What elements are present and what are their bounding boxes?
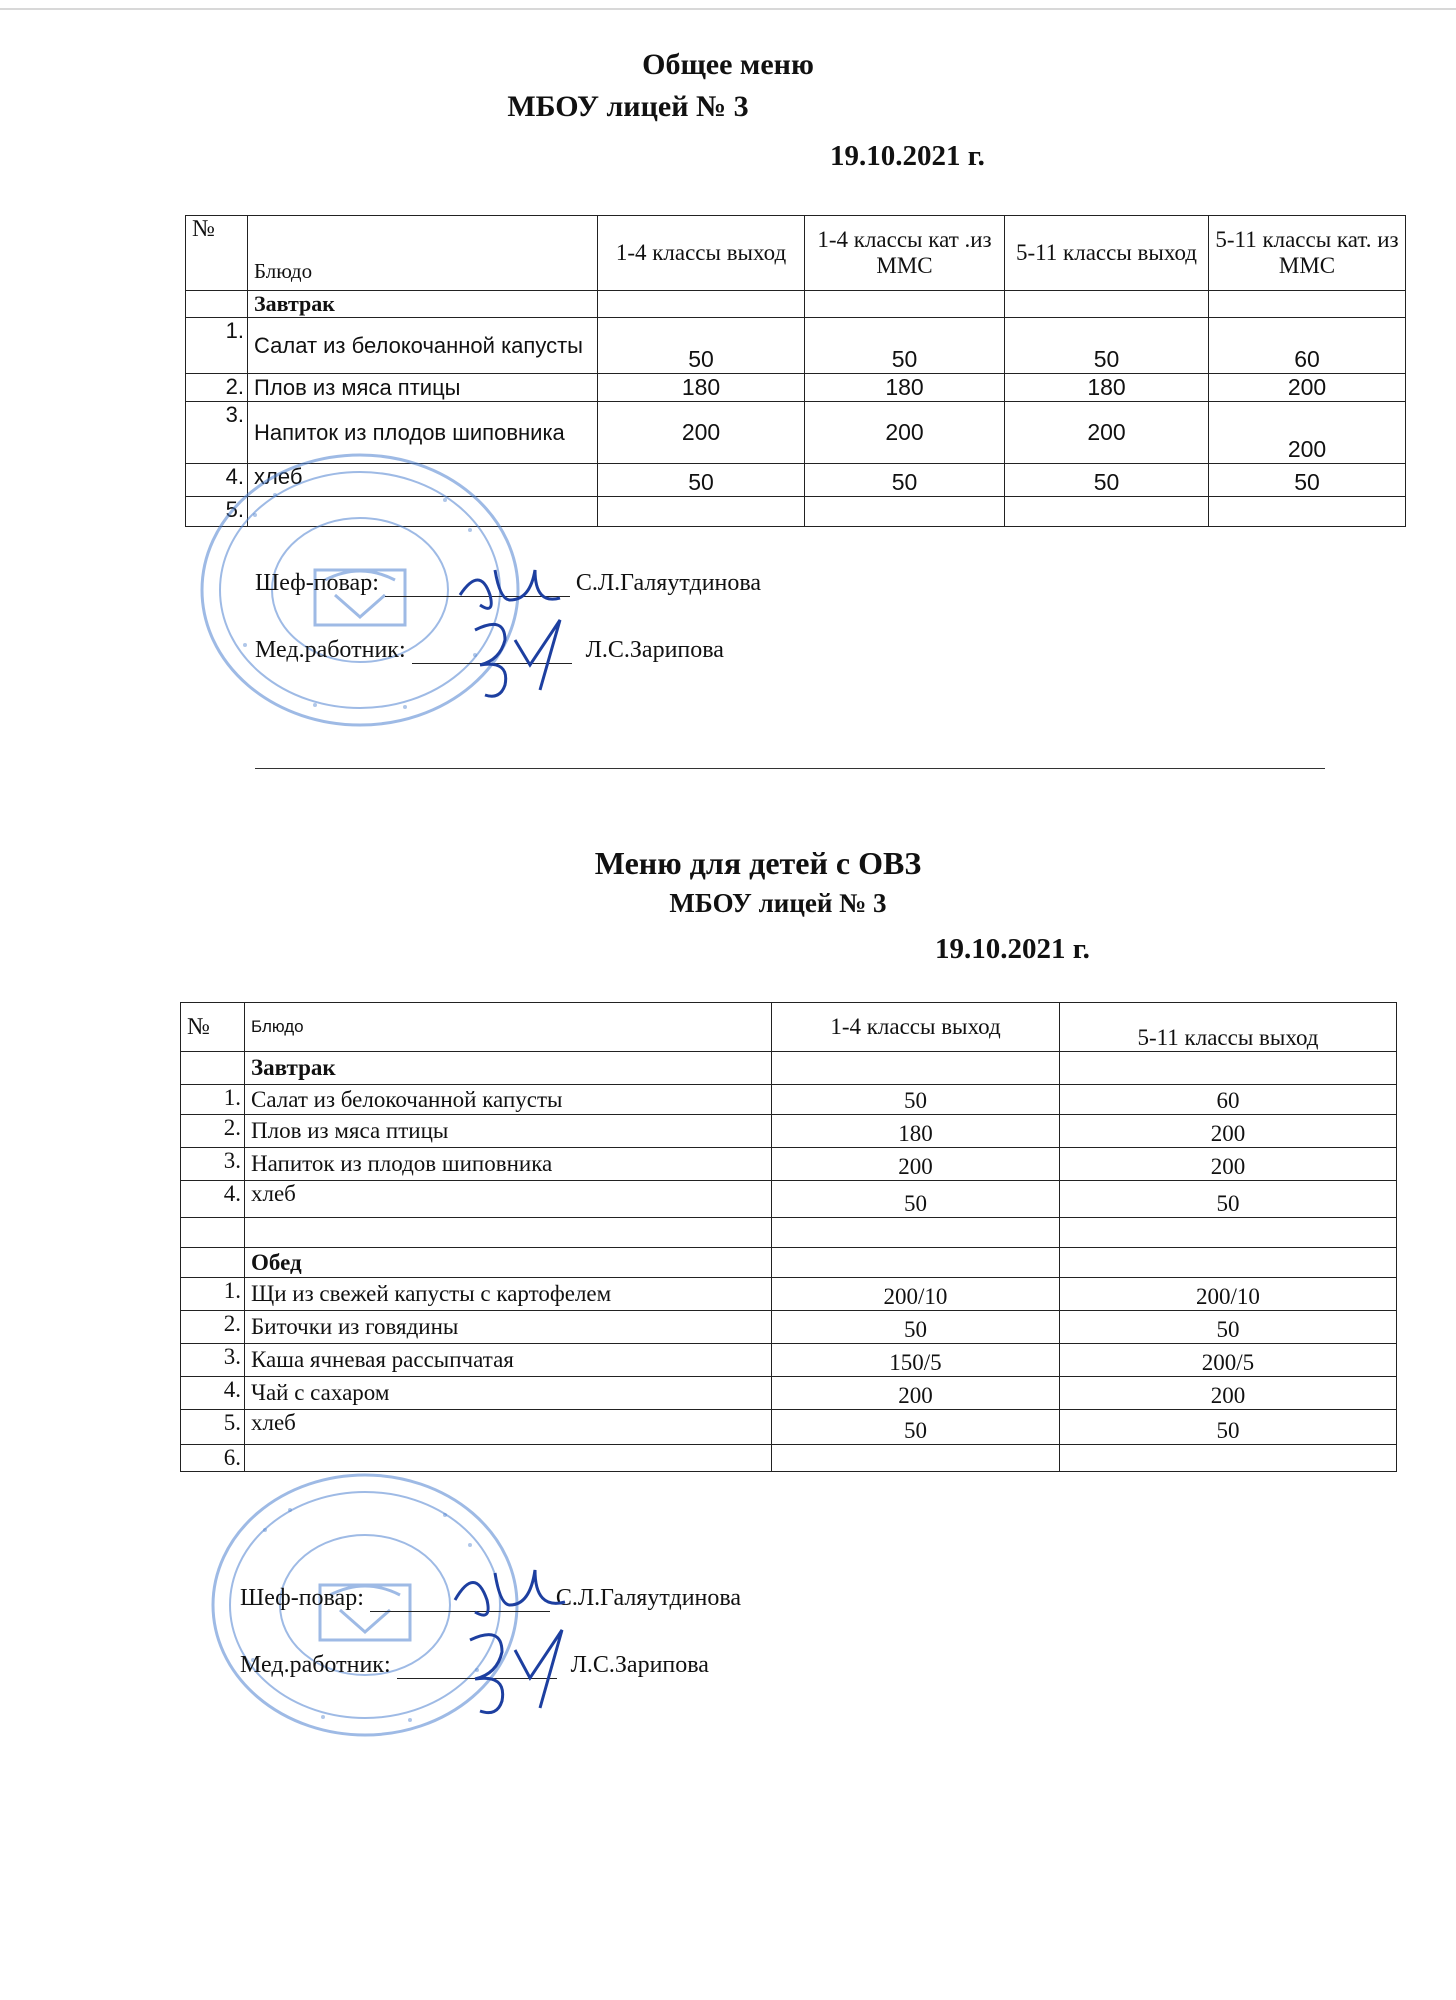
row-num: 3. (181, 1148, 245, 1181)
value-cell: 200 (772, 1377, 1060, 1410)
value-cell: 50 (1209, 464, 1406, 497)
ovz-school-name: МБОУ лицей № 3 (669, 888, 887, 918)
section-breakfast: Завтрак (245, 1052, 772, 1085)
row-num: 2. (181, 1311, 245, 1344)
value-cell: 50 (1060, 1181, 1397, 1218)
header-grade-1-4-out: 1-4 классы выход (598, 216, 805, 291)
row-num: 5. (186, 497, 248, 527)
value-cell: 200 (1060, 1115, 1397, 1148)
dish-name: хлеб (248, 464, 598, 497)
row-num: 3. (181, 1344, 245, 1377)
table-row (181, 1311, 1397, 1344)
dish-name: хлеб (245, 1181, 772, 1218)
row-num: 4. (181, 1377, 245, 1410)
row-num: 6. (181, 1445, 245, 1472)
value-cell: 200 (1209, 402, 1406, 464)
section-row (181, 1052, 1397, 1085)
med-label: Мед.работник: (255, 637, 406, 663)
value-cell: 200 (1060, 1377, 1397, 1410)
dish-name: хлеб (245, 1410, 772, 1445)
value-cell: 200 (772, 1148, 1060, 1181)
value-cell: 200 (1060, 1148, 1397, 1181)
value-cell: 200 (1005, 402, 1209, 464)
value-cell (805, 497, 1005, 527)
table-row (181, 1278, 1397, 1311)
row-num: 2. (181, 1115, 245, 1148)
value-cell: 50 (598, 318, 805, 374)
value-cell: 180 (772, 1115, 1060, 1148)
table-row (186, 318, 1406, 374)
value-cell: 60 (1209, 318, 1406, 374)
row-num: 3. (186, 402, 248, 464)
value-cell: 200/10 (772, 1278, 1060, 1311)
menu-title: Общее меню (642, 48, 814, 81)
chef-name: С.Л.Галяутдинова (575, 570, 762, 596)
chef-name: С.Л.Галяутдинова (555, 1585, 742, 1611)
dish-name: Плов из мяса птицы (245, 1115, 772, 1148)
dish-name: Биточки из говядины (245, 1311, 772, 1344)
row-num: 1. (186, 318, 248, 374)
header-dish: Блюдо (245, 1003, 772, 1052)
dish-name: Салат из белокочанной капусты (248, 318, 598, 374)
med-label: Мед.работник: (240, 1652, 391, 1678)
header-num: № (181, 1003, 245, 1052)
header-num: № (186, 216, 248, 291)
value-cell: 200 (805, 402, 1005, 464)
ovz-menu-title: Меню для детей с ОВЗ (594, 845, 922, 881)
value-cell (598, 497, 805, 527)
value-cell: 180 (805, 374, 1005, 402)
dish-name: Каша ячневая рассыпчатая (245, 1344, 772, 1377)
value-cell: 200 (1209, 374, 1406, 402)
value-cell: 180 (1005, 374, 1209, 402)
value-cell: 50 (772, 1311, 1060, 1344)
value-cell: 180 (598, 374, 805, 402)
table-row (181, 1344, 1397, 1377)
header-grade-1-4-mms: 1-4 классы кат .из ММС (805, 216, 1005, 291)
header-grade-5-11-out: 5-11 классы выход (1060, 1003, 1397, 1052)
table-row (181, 1115, 1397, 1148)
chef-label: Шеф-повар: (240, 1585, 364, 1611)
dish-name: Напиток из плодов шиповника (248, 402, 598, 464)
table-row (181, 1181, 1397, 1218)
header-dish: Блюдо (248, 216, 598, 291)
table-row (181, 1377, 1397, 1410)
value-cell: 50 (772, 1085, 1060, 1115)
value-cell: 200/10 (1060, 1278, 1397, 1311)
blank-row (181, 1218, 1397, 1248)
table-row (181, 1148, 1397, 1181)
section-breakfast: Завтрак (248, 291, 598, 318)
value-cell: 50 (1060, 1311, 1397, 1344)
med-name: Л.С.Зарипова (570, 1652, 709, 1678)
dish-name: Щи из свежей капусты с картофелем (245, 1278, 772, 1311)
dish-name: Салат из белокочанной капусты (245, 1085, 772, 1115)
table-header-row (186, 216, 1406, 291)
dish-name: Напиток из плодов шиповника (245, 1148, 772, 1181)
value-cell: 200 (598, 402, 805, 464)
med-signature-icon (460, 1620, 570, 1720)
value-cell: 50 (1060, 1410, 1397, 1445)
value-cell: 60 (1060, 1085, 1397, 1115)
header-grade-1-4-out: 1-4 классы выход (772, 1003, 1060, 1052)
section-row (186, 291, 1406, 318)
value-cell: 200/5 (1060, 1344, 1397, 1377)
chef-label: Шеф-повар: (255, 570, 379, 596)
value-cell: 50 (598, 464, 805, 497)
table-row (186, 374, 1406, 402)
dish-name: Чай с сахаром (245, 1377, 772, 1410)
section-divider (255, 768, 1325, 769)
value-cell: 50 (1005, 318, 1209, 374)
value-cell: 50 (772, 1410, 1060, 1445)
ovz-menu-table (180, 1002, 1397, 1472)
menu-date: 19.10.2021 г. (830, 140, 985, 172)
row-num: 5. (181, 1410, 245, 1445)
school-name: МБОУ лицей № 3 (507, 90, 749, 123)
section-row (181, 1248, 1397, 1278)
row-num: 2. (186, 374, 248, 402)
value-cell: 150/5 (772, 1344, 1060, 1377)
value-cell (1209, 497, 1406, 527)
value-cell: 50 (805, 464, 1005, 497)
value-cell (1005, 497, 1209, 527)
table-row (181, 1410, 1397, 1445)
row-num: 4. (181, 1181, 245, 1218)
value-cell: 50 (1005, 464, 1209, 497)
value-cell (1060, 1445, 1397, 1472)
value-cell: 50 (772, 1181, 1060, 1218)
section-lunch: Обед (245, 1248, 772, 1278)
row-num: 4. (186, 464, 248, 497)
row-num: 1. (181, 1085, 245, 1115)
table-row (181, 1085, 1397, 1115)
value-cell (772, 1445, 1060, 1472)
med-signature-icon (465, 610, 565, 700)
header-grade-5-11-out: 5-11 классы выход (1005, 216, 1209, 291)
ovz-menu-date: 19.10.2021 г. (935, 933, 1090, 965)
med-name: Л.С.Зарипова (585, 637, 724, 663)
scan-edge (0, 8, 1456, 10)
dish-name: Плов из мяса птицы (248, 374, 598, 402)
table-header-row (181, 1003, 1397, 1052)
value-cell: 50 (805, 318, 1005, 374)
header-grade-5-11-mms: 5-11 классы кат. из ММС (1209, 216, 1406, 291)
row-num: 1. (181, 1278, 245, 1311)
